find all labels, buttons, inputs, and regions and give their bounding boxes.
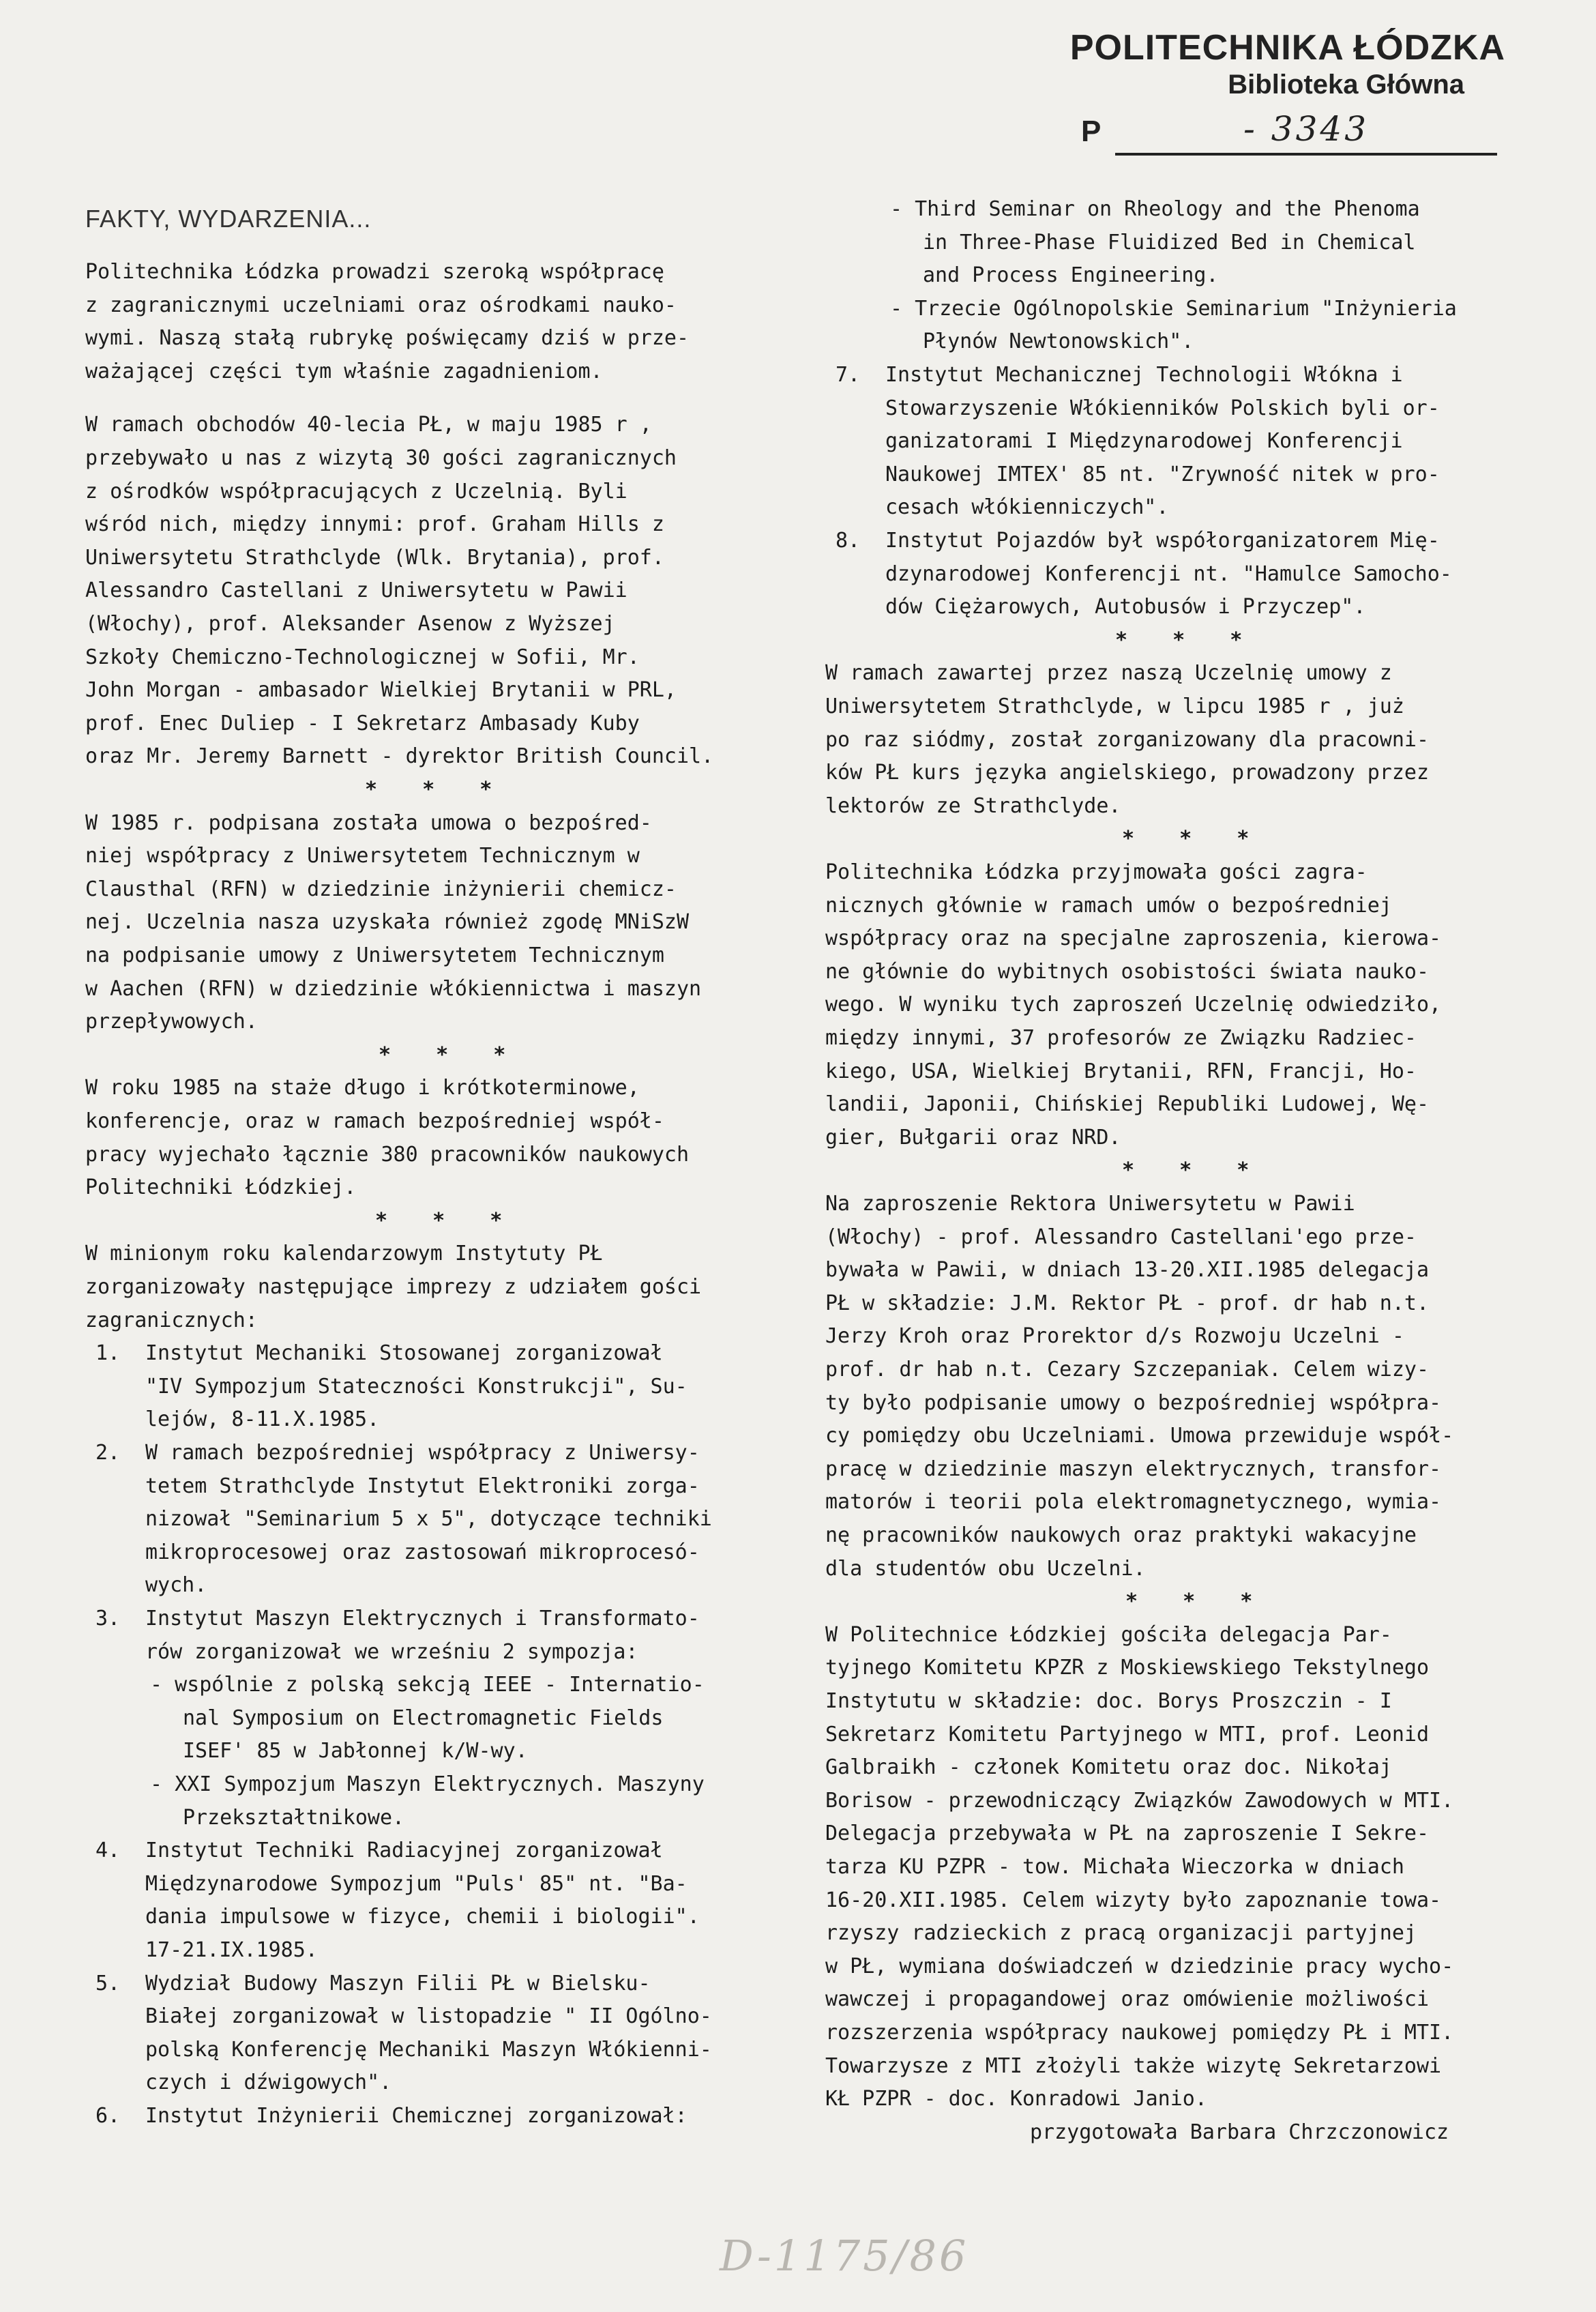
text-line: ganizatorami I Międzynarodowej Konferencji (885, 429, 1403, 454)
text-line: dania impulsowe w fizyce, chemii i biologii". (145, 1905, 700, 1929)
text-line: z ośrodków współpracujących z Uczelnią. Byli (85, 479, 627, 503)
text-line: Przekształtnikowe. (183, 1805, 405, 1830)
text-line: wawczej i propagandowej oraz omówienie możliwości (825, 1987, 1430, 2012)
text-line: W ramach obchodów 40-lecia PŁ, w maju 1985 r , (85, 413, 652, 437)
text-line: Sekretarz Komitetu Partyjnego w MTI, prof. Leonid (825, 1722, 1430, 1746)
text-line: zorganizowały następujące imprezy z udziałem gości (85, 1275, 702, 1299)
text-line: nicznych głównie w ramach umów o bezpośredniej (825, 893, 1392, 918)
text-line: (Włochy), prof. Aleksander Asenow z Wyższej (85, 612, 615, 636)
text-line: in Three-Phase Fluidized Bed in Chemical (923, 230, 1416, 254)
text-line: w Aachen (RFN) w dziedzinie włókiennictwa i maszyn (85, 976, 702, 1001)
text-line: W 1985 r. podpisana została umowa o bezpośred- (85, 810, 652, 835)
text-line: Borisow - przewodniczący Związków Zawodowych w MTI. (825, 1788, 1454, 1813)
section-separator: * * * (1125, 1590, 1269, 1614)
text-line: Politechniki Łódzkiej. (85, 1175, 357, 1200)
text-line: zagranicznych: (85, 1308, 258, 1332)
text-line: W ramach bezpośredniej współpracy z Uniwersy- (145, 1441, 700, 1465)
section-separator: * * * (365, 778, 509, 802)
text-line: prof. Enec Duliep - I Sekretarz Ambasady Kuby (85, 711, 640, 735)
text-line: lektorów ze Strathclyde. (825, 793, 1121, 818)
text-line: rzyszy radzieckich z pracą organizacji partyjnej (825, 1921, 1417, 1946)
handwritten-catalog-note: D-1175/86 (720, 2231, 969, 2281)
text-line: przepływowych. (85, 1010, 258, 1034)
text-line: Międzynarodowe Sympozjum "Puls' 85" nt. "Ba- (145, 1871, 688, 1896)
text-line: Uniwersytetem Strathclyde, w lipcu 1985 r , już (825, 694, 1404, 718)
text-line: Instytut Inżynierii Chemicznej zorganizował: (145, 2104, 688, 2128)
text-line: polską Konferencję Mechaniki Maszyn Włókienni- (145, 2037, 712, 2062)
list-number: 3. (95, 1607, 121, 1630)
text-line: Instytut Maszyn Elektrycznych i Transformato- (145, 1607, 700, 1630)
stamp-number: - 3343 (1115, 109, 1497, 156)
text-line: współpracy oraz na specjalne zaproszenia, kierowa- (825, 926, 1442, 951)
text-line: tetem Strathclyde Instytut Elektroniki zorga- (145, 1474, 700, 1498)
section-separator: * * * (375, 1208, 519, 1233)
text-line: między innymi, 37 profesorów ze Związku Radziec- (825, 1026, 1417, 1050)
text-line: przygotowała Barbara Chrzczonowicz (1030, 2120, 1449, 2144)
text-line: 16-20.XII.1985. Celem wizyty było zapoznanie towa- (825, 1888, 1442, 1912)
text-line: 17-21.IX.1985. (145, 1938, 318, 1962)
text-line: rozszerzenia współpracy naukowej pomiędzy PŁ i MTI. (825, 2021, 1454, 2045)
text-line: - XXI Sympozjum Maszyn Elektrycznych. Maszyny (150, 1772, 705, 1796)
text-line: dów Ciężarowych, Autobusów i Przyczep". (885, 595, 1366, 619)
text-line: nę pracowników naukowych oraz praktyki wakacyjne (825, 1523, 1417, 1547)
text-line: Galbraikh - członek Komitetu oraz doc. Nikołaj (825, 1755, 1392, 1780)
text-line: tyjnego Komitetu KPZR z Moskiewskiego Tekstylnego (825, 1656, 1430, 1680)
text-line: Politechnika Łódzka prowadzi szeroką współpracę (85, 260, 664, 284)
text-line: ISEF' 85 w Jabłonnej k/W-wy. (183, 1739, 528, 1764)
text-line: ważającej części tym właśnie zagadnieniom. (85, 359, 603, 383)
section-separator: * * * (1115, 628, 1259, 652)
list-number: 8. (836, 529, 861, 553)
text-line: W ramach zawartej przez naszą Uczelnię umowy z (825, 661, 1392, 686)
text-line: mikroprocesowej oraz zastosowań mikroprocesó- (145, 1540, 700, 1564)
list-number: 5. (95, 1971, 121, 1995)
text-line: Alessandro Castellani z Uniwersytetu w Pawii (85, 579, 627, 603)
section-separator: * * * (1122, 827, 1266, 851)
text-line: landii, Japonii, Chińskiej Republiki Ludowej, Wę- (825, 1092, 1430, 1117)
section-separator: * * * (1122, 1158, 1266, 1183)
list-number: 2. (95, 1441, 121, 1465)
text-line: nej. Uczelnia nasza uzyskała również zgodę MNiSzW (85, 910, 690, 935)
text-line: matorów i teorii pola elektromagnetycznego, wymia- (825, 1490, 1442, 1514)
text-line: Na zaproszenie Rektora Uniwersytetu w Pawii (825, 1192, 1355, 1216)
text-line: niej współpracy z Uniwersytetem Technicznym w (85, 844, 640, 868)
text-line: tarza KU PZPR - tow. Michała Wieczorka w dniach (825, 1855, 1404, 1879)
text-line: - Trzecie Ogólnopolskie Seminarium "Inżynieria (890, 296, 1457, 321)
text-line: Uniwersytetu Strathclyde (Wlk. Brytania), prof. (85, 545, 664, 570)
list-number: 6. (95, 2104, 121, 2128)
text-line: ne głównie do wybitnych osobistości świata nauko- (825, 959, 1430, 984)
text-line: Instytut Mechaniki Stosowanej zorganizował (145, 1341, 663, 1366)
text-line: Naukowej IMTEX' 85 nt. "Zrywność nitek w pro- (885, 462, 1440, 486)
text-line: - Third Seminar on Rheology and the Phenoma (890, 197, 1420, 221)
text-line: Instytut Techniki Radiacyjnej zorganizował (145, 1839, 663, 1863)
text-line: PŁ w składzie: J.M. Rektor PŁ - prof. dr hab n.t. (825, 1291, 1430, 1315)
text-line: Instytut Pojazdów był współorganizatorem Mię- (885, 529, 1440, 553)
list-number: 4. (95, 1839, 121, 1863)
text-line: prof. dr hab n.t. Cezary Szczepaniak. Celem wizy- (825, 1358, 1430, 1381)
text-line: Szkoły Chemiczno-Technologicznej w Sofii, Mr. (85, 645, 640, 669)
text-line: oraz Mr. Jeremy Barnett - dyrektor British Council. (85, 744, 714, 769)
text-line: wych. (145, 1573, 207, 1598)
text-line: na podpisanie umowy z Uniwersytetem Technicznym (85, 943, 664, 967)
text-line: wego. W wyniku tych zaproszeń Uczelnię odwiedziło, (825, 993, 1442, 1017)
text-line: Instytutu w składzie: doc. Borys Proszczin - I (825, 1689, 1392, 1713)
text-line: po raz siódmy, został zorganizowany dla pracowni- (825, 727, 1430, 752)
text-line: nizował "Seminarium 5 x 5", dotyczące techniki (145, 1507, 712, 1532)
text-line: konferencje, oraz w ramach bezpośredniej współ- (85, 1109, 664, 1133)
text-line: przebywało u nas z wizytą 30 gości zagranicznych (85, 446, 677, 470)
text-line: Towarzysze z MTI złożyli także wizytę Sekretarzowi (825, 2053, 1442, 2078)
section-separator: * * * (379, 1042, 522, 1067)
text-line: Wydział Budowy Maszyn Filii PŁ w Bielsku- (145, 1971, 651, 1995)
text-line: dla studentów obu Uczelni. (825, 1556, 1146, 1581)
text-line: Instytut Mechanicznej Technologii Włókna i (885, 363, 1403, 387)
text-line: nal Symposium on Electromagnetic Fields (183, 1706, 664, 1730)
list-number: 7. (836, 363, 861, 387)
text-line: Jerzy Kroh oraz Prorektor d/s Rozwoju Uczelni - (825, 1324, 1404, 1349)
list-number: 1. (95, 1341, 121, 1366)
text-line: wśród nich, między innymi: prof. Graham Hills z (85, 512, 664, 537)
text-line: ków PŁ kurs języka angielskiego, prowadzony przez (825, 761, 1430, 785)
text-line: bywała w Pawii, w dniach 13-20.XII.1985 delegacja (825, 1258, 1430, 1283)
text-line: Białej zorganizował w listopadzie " II Ogólno- (145, 2004, 712, 2029)
text-line: "IV Sympozjum Stateczności Konstrukcji", Su- (145, 1374, 688, 1399)
text-line: Płynów Newtonowskich". (923, 330, 1194, 354)
text-line: wymi. Naszą stałą rubrykę poświęcamy dziś w prze- (85, 326, 690, 351)
text-line: - wspólnie z polską sekcją IEEE - Internatio- (150, 1673, 705, 1697)
text-line: w PŁ, wymiana doświadczeń w dziedzinie pracy wycho- (825, 1954, 1454, 1978)
text-line: cesach włókienniczych". (885, 495, 1169, 520)
stamp-prefix: P (1081, 115, 1102, 148)
text-line: Clausthal (RFN) w dziedzinie inżynierii chemicz- (85, 877, 677, 901)
text-line: KŁ PZPR - doc. Konradowi Janio. (825, 2087, 1207, 2111)
text-line: (Włochy) - prof. Alessandro Castellani'ego prze- (825, 1225, 1417, 1249)
text-line: and Process Engineering. (923, 263, 1219, 288)
text-line: cy pomiędzy obu Uczelniami. Umowa przewiduje współ- (825, 1424, 1454, 1448)
text-line: czych i dźwigowych". (145, 2070, 392, 2095)
text-line: W Politechnice Łódzkiej gościła delegacja Par- (825, 1622, 1392, 1647)
text-line: John Morgan - ambasador Wielkiej Brytanii w PRL, (85, 678, 677, 703)
text-line: W roku 1985 na staże długo i krótkoterminowe, (85, 1076, 640, 1100)
text-line: kiego, USA, Wielkiej Brytanii, RFN, Francji, Ho- (825, 1059, 1417, 1083)
text-line: lejów, 8-11.X.1985. (145, 1407, 380, 1432)
text-line: Delegacja przebywała w PŁ na zaproszenie I Sekre- (825, 1821, 1430, 1846)
text-line: ty było podpisanie umowy o bezpośredniej współpra- (825, 1390, 1442, 1415)
text-line: z zagranicznymi uczelniami oraz ośrodkami nauko- (85, 293, 677, 317)
text-line: rów zorganizował we wrześniu 2 sympozja: (145, 1639, 638, 1664)
section-heading: FAKTY, WYDARZENIA... (85, 205, 372, 233)
text-line: pracy wyjechało łącznie 380 pracowników naukowych (85, 1142, 690, 1167)
text-line: Stowarzyszenie Włókienników Polskich byli or- (885, 396, 1440, 420)
text-line: W minionym roku kalendarzowym Instytuty PŁ (85, 1242, 603, 1266)
text-line: gier, Bułgarii oraz NRD. (825, 1125, 1121, 1150)
text-line: Politechnika Łódzka przyjmowała gości zagra- (825, 860, 1368, 884)
text-line: pracę w dziedzinie maszyn elektrycznych, transfor- (825, 1457, 1442, 1481)
stamp-library: Biblioteka Główna (1228, 70, 1464, 100)
text-line: dzynarodowej Konferencji nt. "Hamulce Samocho- (885, 561, 1452, 586)
stamp-institution: POLITECHNIKA ŁÓDZKA (1069, 28, 1505, 68)
